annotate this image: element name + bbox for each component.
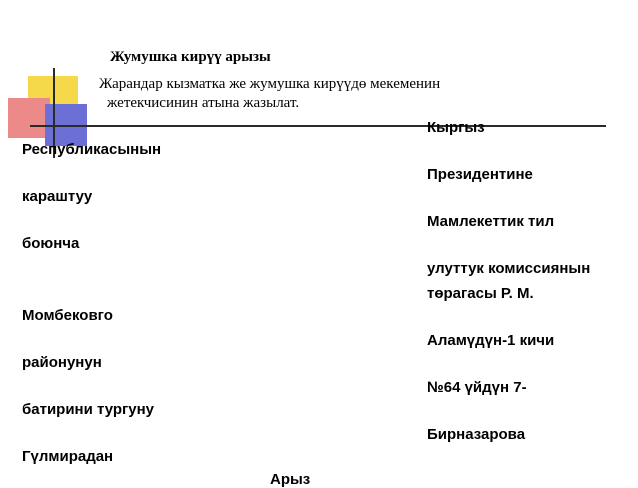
doc-line: районунун: [22, 354, 102, 371]
doc-line: улуттук комиссиянын: [427, 260, 591, 277]
doc-line: Гүлмирадан: [22, 448, 114, 465]
doc-line: Мамлекеттик тил: [427, 213, 555, 230]
decor-square-red: [8, 98, 50, 138]
doc-line: Кыргыз: [427, 119, 485, 136]
doc-line: Республикасынын: [22, 141, 162, 158]
decor-horizontal-line: [30, 125, 606, 127]
slide-title: Жумушка кирүү арызы: [110, 49, 271, 65]
doc-line: караштуу: [22, 188, 93, 205]
doc-line: Президентине: [427, 166, 533, 183]
slide-subtitle: [99, 75, 529, 113]
doc-line: №64 үйдүн 7-: [427, 379, 527, 396]
doc-line: төрагасы Р. М.: [427, 285, 534, 302]
doc-heading: Арыз: [270, 471, 311, 488]
doc-line: Бирназарова: [427, 426, 526, 443]
doc-line: Момбековго: [22, 307, 113, 324]
doc-line: Аламүдүн-1 кичи: [427, 332, 555, 349]
doc-line: боюнча: [22, 235, 80, 252]
subtitle-line: Жарандар кызматка же жумушка кирүүдө мекеменин: [99, 76, 441, 92]
subtitle-line: жетекчисинин атына жазылат.: [107, 95, 300, 111]
doc-line: батирини тургуну: [22, 401, 155, 418]
